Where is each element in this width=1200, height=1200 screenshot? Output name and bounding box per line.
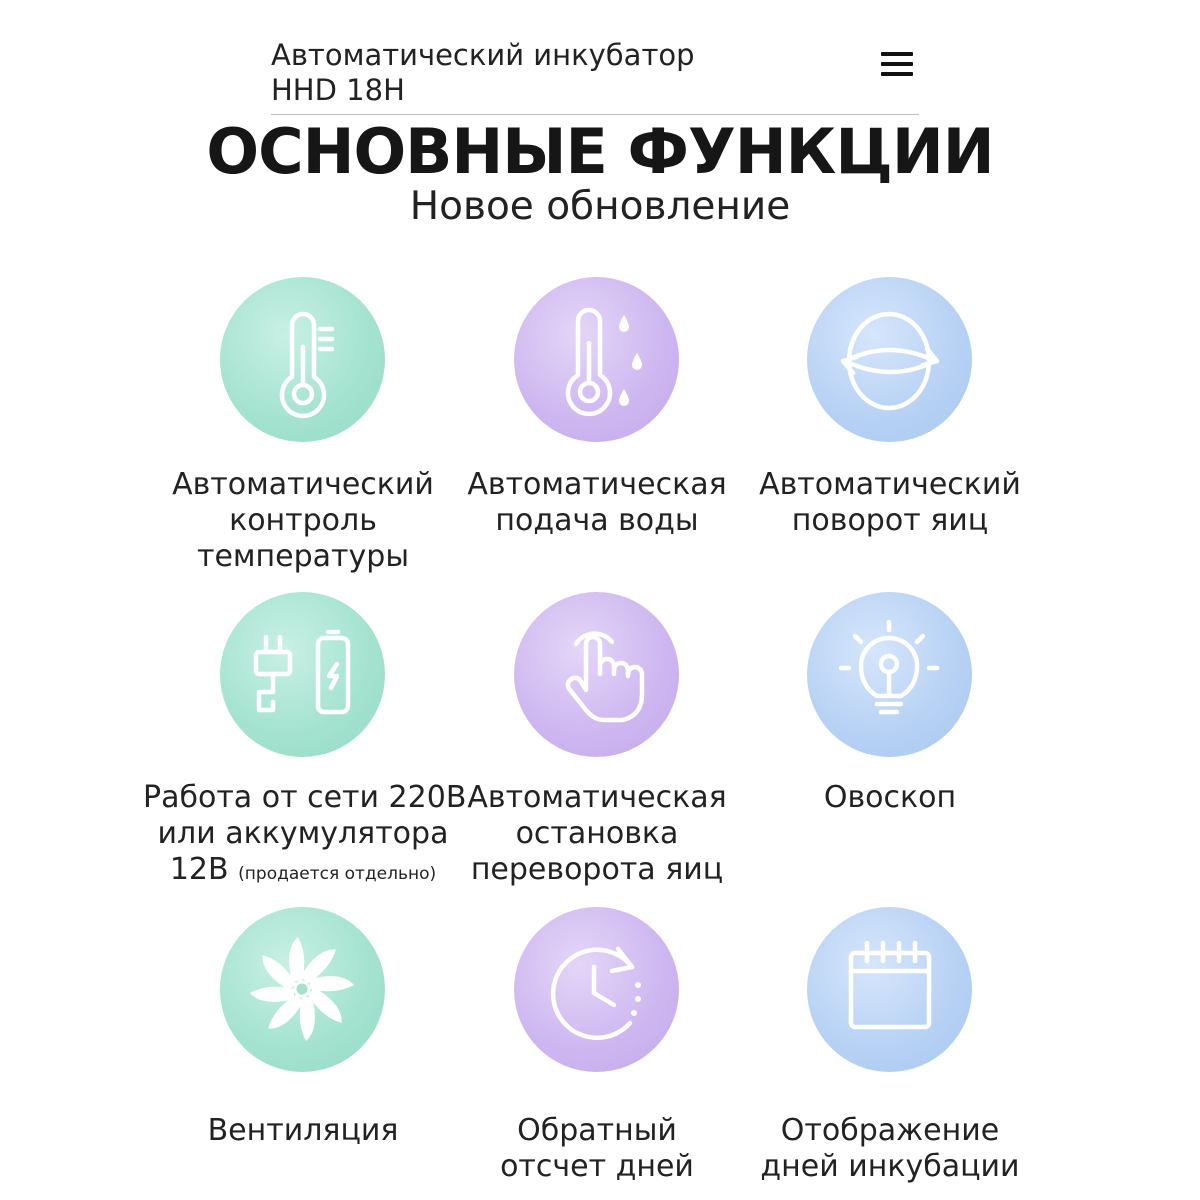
fan-icon — [220, 907, 385, 1072]
feature-label-line: поворот яиц — [791, 503, 989, 538]
feature-label-line: Автоматическая — [467, 780, 727, 815]
feature-label-line: переворота яиц — [470, 852, 724, 887]
feature-label-line: подача воды — [495, 503, 699, 538]
hamburger-menu-icon[interactable] — [881, 52, 913, 78]
feature-label-line: или аккумулятора — [157, 816, 449, 851]
feature-label-line: Работа от сети 220В — [143, 780, 467, 815]
feature-label — [730, 780, 1050, 816]
calendar-icon — [807, 907, 972, 1072]
feature-label-voltage: 12В — [169, 852, 229, 887]
feature-label-line: контроль — [229, 503, 377, 538]
feature-label-line: дней инкубации — [760, 1149, 1020, 1184]
countdown-clock-icon — [514, 907, 679, 1072]
feature-label-line: Автоматическая — [467, 467, 727, 502]
product-title — [271, 38, 919, 108]
feature-label-line: Обратный — [517, 1113, 677, 1148]
feature-label — [437, 467, 757, 539]
thermometer-drops-icon — [514, 277, 679, 442]
feature-label — [437, 780, 757, 888]
thermometer-icon — [220, 277, 385, 442]
feature-label — [730, 467, 1050, 539]
plug-battery-icon — [220, 592, 385, 757]
feature-label-line: Отображение — [780, 1113, 1000, 1148]
feature-label — [730, 1113, 1050, 1185]
feature-label — [143, 467, 463, 575]
feature-label-line: Вентиляция — [207, 1113, 399, 1148]
egg-rotate-icon — [807, 277, 972, 442]
feature-label — [143, 1113, 463, 1149]
touch-hand-icon — [514, 592, 679, 757]
feature-label-line: температуры — [196, 539, 410, 574]
feature-label — [437, 1113, 757, 1185]
page-title: ОСНОВНЫЕ ФУНКЦИИ — [206, 115, 994, 188]
feature-label-line: остановка — [515, 816, 679, 851]
feature-label — [143, 780, 467, 892]
lightbulb-icon — [807, 592, 972, 757]
feature-label-note: (продается отдельно) — [238, 864, 437, 884]
feature-label-line — [143, 852, 463, 892]
feature-label-line: отсчет дней — [500, 1149, 694, 1184]
product-title-line2: HHD 18H — [271, 73, 405, 107]
header — [271, 38, 919, 115]
feature-label-line: Овоскоп — [823, 780, 957, 815]
page-subtitle: Новое обновление — [409, 184, 791, 229]
feature-label-line: Автоматический — [172, 467, 434, 502]
feature-label-line: Автоматический — [759, 467, 1021, 502]
product-title-line1: Автоматический инкубатор — [271, 38, 695, 72]
